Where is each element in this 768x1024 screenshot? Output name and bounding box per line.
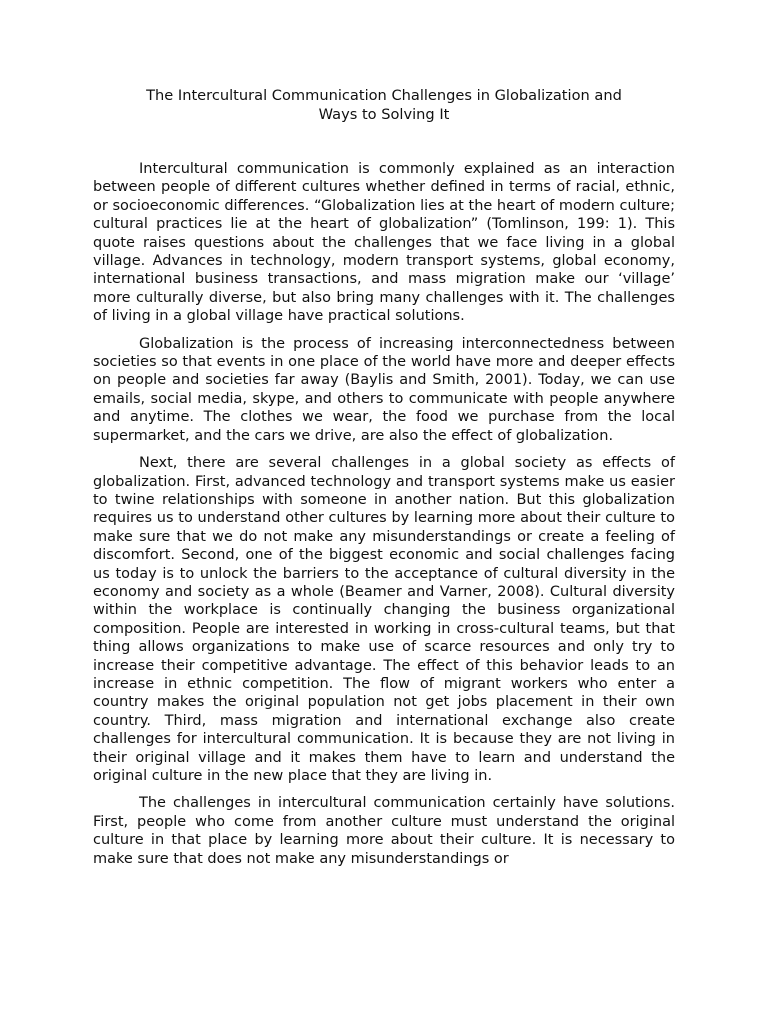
paragraph-solutions: The challenges in intercultural communication certainly have solutions. First, people who come from another culture must understand the original culture in that place by learning more about their culture. It is necessary to make sure that does not make any misunderstandings or [93,795,675,867]
document-body [93,160,675,877]
document-title [80,86,688,124]
paragraph-intro: Intercultural communication is commonly explained as an interaction between people of different cultures whether defined in terms of racial, ethnic, or socioeconomic differences. “Globalization lies at the heart of modern culture; cultural practices lie at the heart of globalization” (Tomlinson, 199: 1). This quote raises questions about the challenges that we face living in a global village. Advances in technology, modern transport systems, global economy, international business transactions, and mass migration make our ‘village’ more culturally diverse, but also bring many challenges with it. The challenges of living in a global village have practical solutions. [93,161,675,325]
paragraph-globalization-definition: Globalization is the process of increasing interconnectedness between societies so that events in one place of the world have more and deeper effects on people and societies far away (Baylis and Smith, 2001). Today, we can use emails, social media, skype, and others to communicate with people anywhere and anytime. The clothes we wear, the food we purchase from the local supermarket, and the cars we drive, are also the effect of globalization. [93,335,675,444]
title-line-2: Ways to Solving It [318,106,450,123]
paragraph-challenges: Next, there are several challenges in a global society as effects of globalization. First, advanced technology and transport systems make us easier to twine relationships with someone in another nation. But this globalization requires us to understand other cultures by learning more about their culture to make sure that we do not make any misunderstandings or create a feeling of discomfort. Second, one of the biggest economic and social challenges facing us today is to unlock the barriers to the acceptance of cultural diversity in the economy and society as a whole (Beamer and Varner, 2008). Cultural diversity within the workplace is continually changing the business organizational composition. People are interested in working in cross-cultural teams, but that thing allows organizations to make use of scarce resources and only try to increase their competitive advantage. The effect of this behavior leads to an increase in ethnic competition. The flow of migrant workers who enter a country makes the original population not get jobs placement in their own country. Third, mass migration and international exchange also create challenges for intercultural communication. It is because they are not living in their original village and it makes them have to learn and understand the original culture in the new place that they are living in. [93,455,675,784]
title-line-1: The Intercultural Communication Challenges in Globalization and [146,87,622,104]
